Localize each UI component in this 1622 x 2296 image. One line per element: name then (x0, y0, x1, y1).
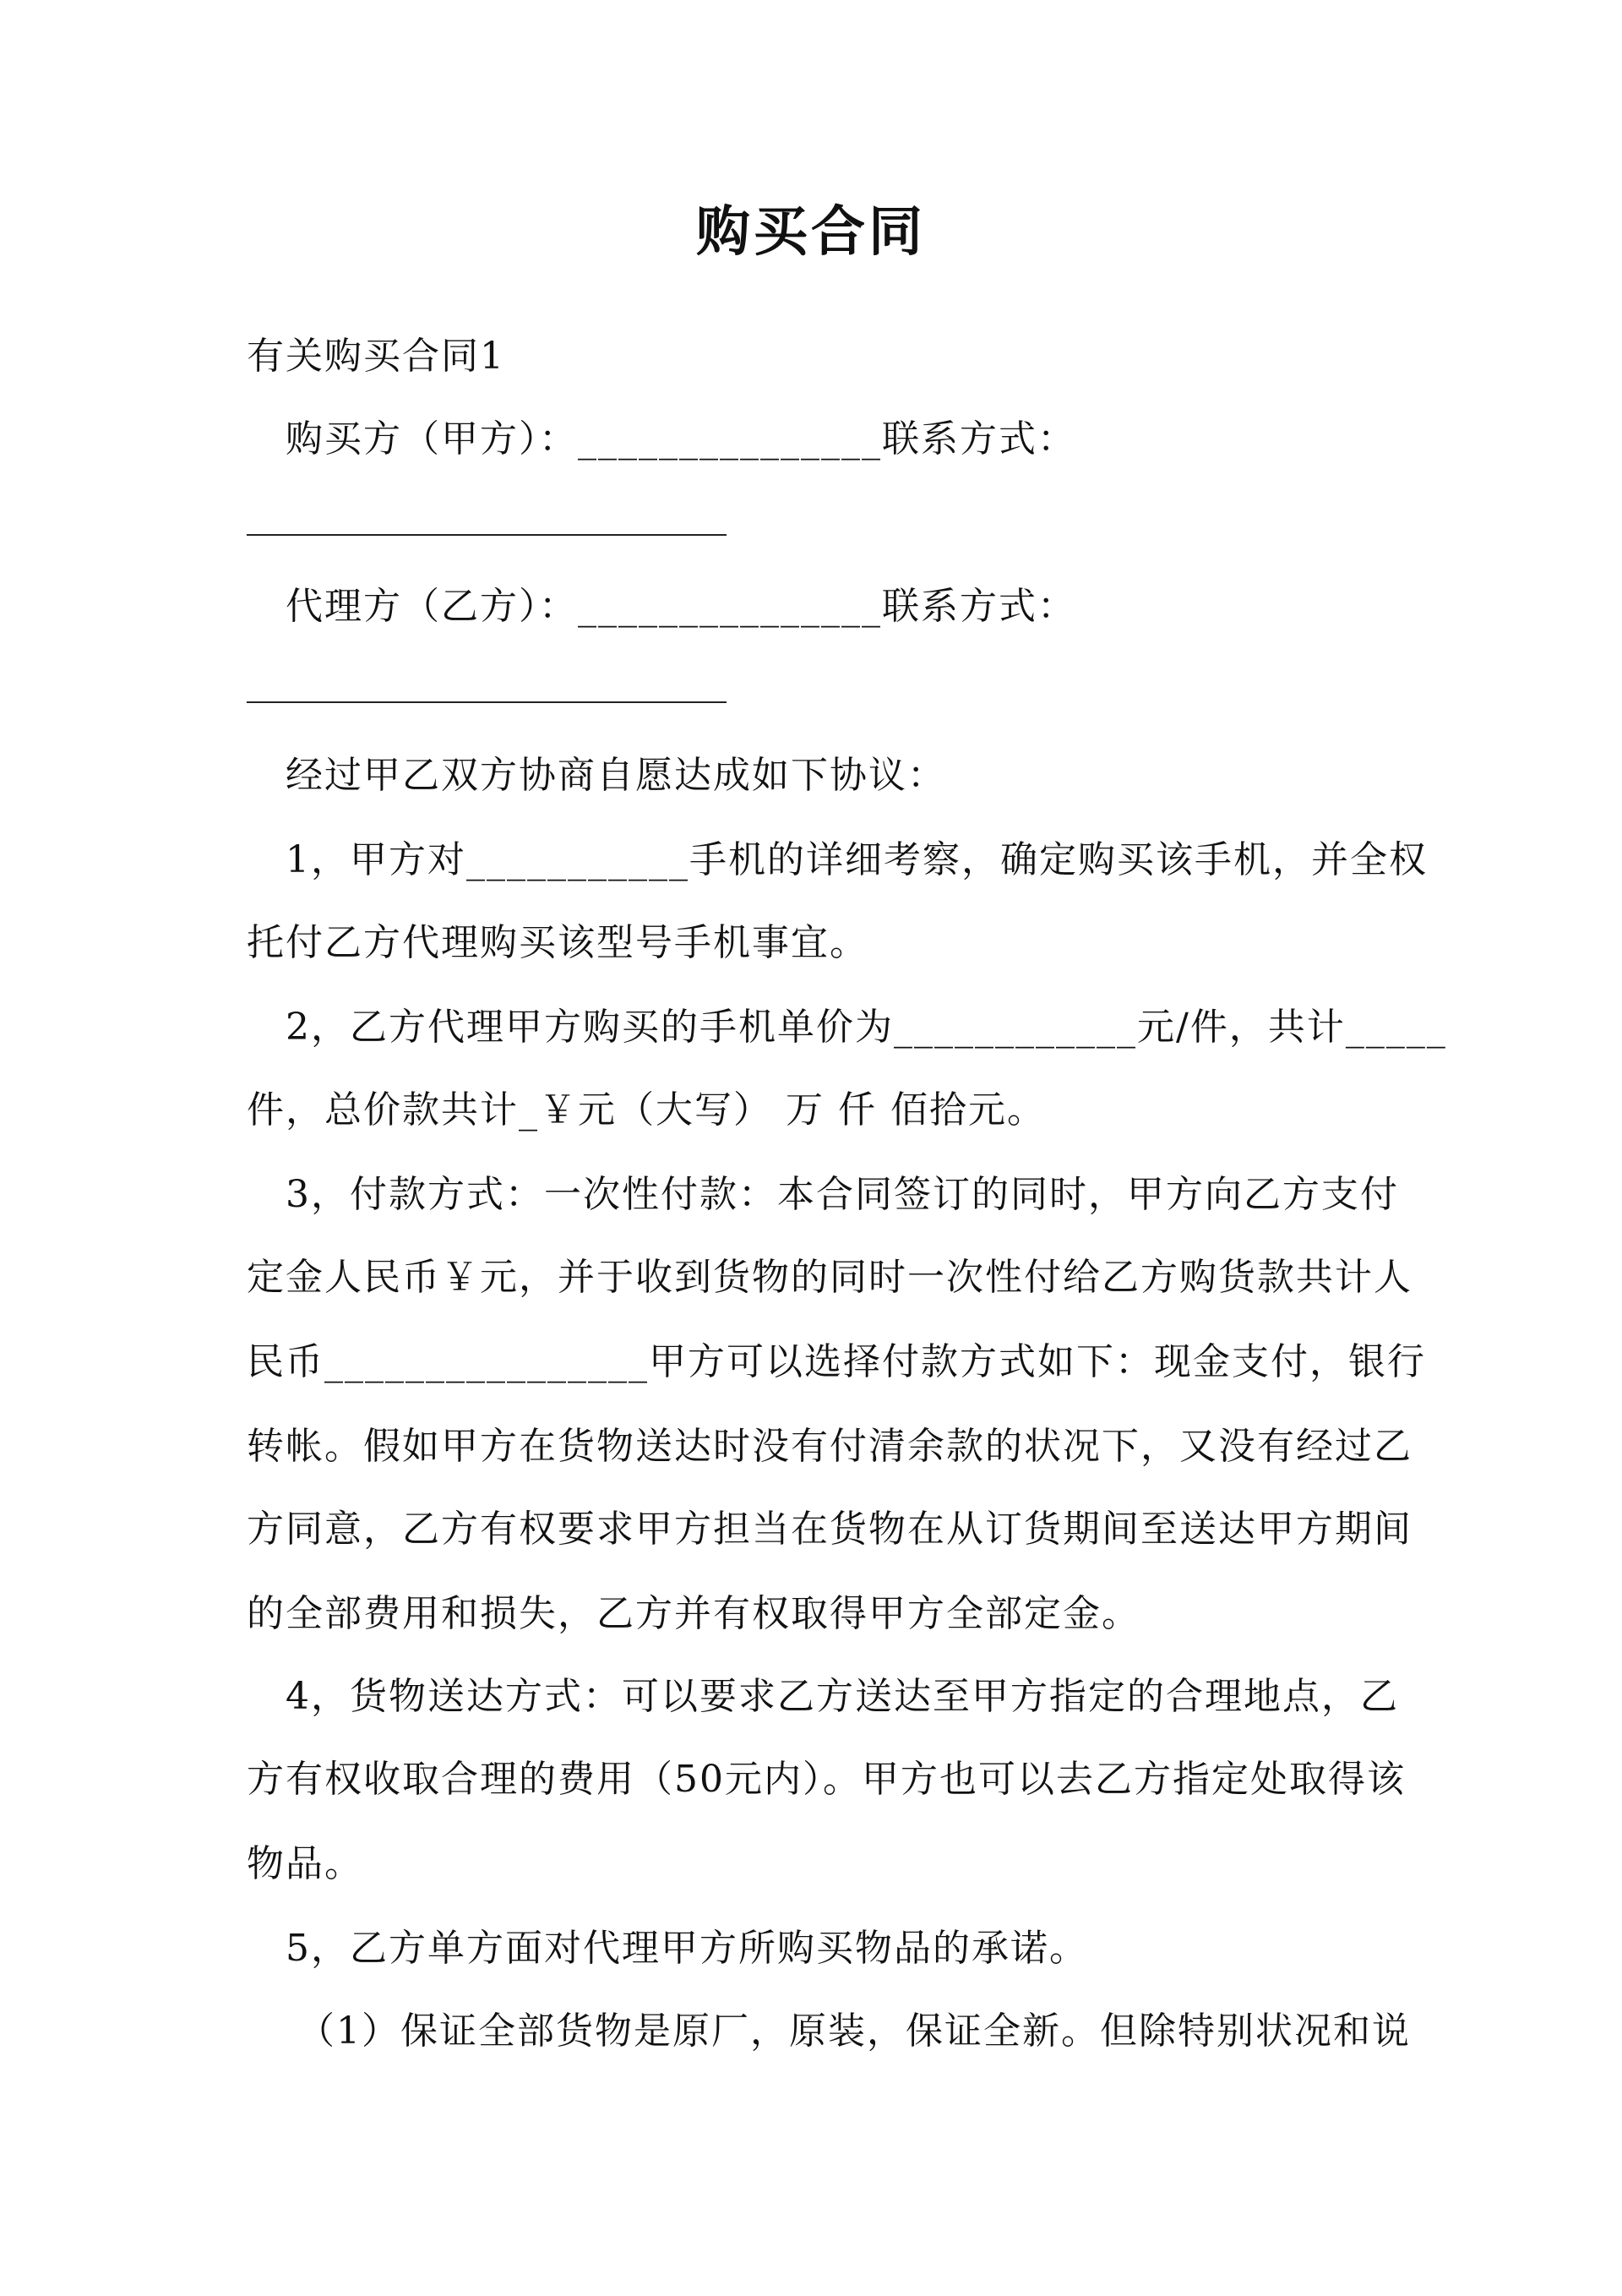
buyer-line: 购买方（甲方）：_______________联系方式： (286, 417, 1076, 461)
clause-5-sub-1-line-1: （1）保证全部货物是原厂，原装，保证全新。但除特别状况和说 (297, 2010, 1411, 2053)
clause-3-line-5: 方同意，乙方有权要求甲方担当在货物在从订货期间至送达甲方期间 (247, 1508, 1412, 1551)
document-title: 购买合同 (696, 200, 926, 264)
clause-4-line-3: 物品。 (247, 1842, 363, 1885)
clause-3-line-6: 的全部费用和损失，乙方并有权取得甲方全部定金。 (247, 1592, 1140, 1635)
buyer-contact-blank (247, 534, 727, 536)
clause-3-line-4: 转帐。假如甲方在货物送达时没有付清余款的状况下，又没有经过乙 (247, 1425, 1412, 1468)
clause-4-line-1: 4，货物送达方式：可以要求乙方送达至甲方指定的合理地点，乙 (286, 1675, 1399, 1718)
clause-4-line-2: 方有权收取合理的费用（50元内）。甲方也可以去乙方指定处取得该 (247, 1758, 1406, 1801)
agent-line: 代理方（乙方）：_______________联系方式： (286, 585, 1076, 628)
agent-contact-blank (247, 701, 727, 703)
document-subtitle: 有关购买合同1 (247, 335, 505, 378)
clause-3-line-3: 民币________________甲方可以选择付款方式如下：现金支付，银行 (247, 1340, 1426, 1383)
clause-5-line-1: 5，乙方单方面对代理甲方所购买物品的承诺。 (286, 1927, 1088, 1970)
clause-2-line-2: 件，总价款共计_￥元（大写） 万 仟 佰拾元。 (247, 1088, 1046, 1132)
clause-3-line-2: 定金人民币￥元，并于收到货物的同时一次性付给乙方购货款共计人 (247, 1256, 1412, 1299)
clause-1-line-1: 1，甲方对___________手机的详细考察，确定购买该手机，并全权 (286, 838, 1428, 881)
clause-3-line-1: 3，付款方式：一次性付款：本合同签订的同时，甲方向乙方支付 (286, 1173, 1399, 1216)
clause-1-line-2: 托付乙方代理购买该型号手机事宜。 (247, 921, 868, 964)
clause-2-line-1: 2，乙方代理甲方购买的手机单价为____________元/件，共计_____ (286, 1006, 1447, 1049)
agreement-intro: 经过甲乙双方协商自愿达成如下协议： (286, 754, 946, 797)
